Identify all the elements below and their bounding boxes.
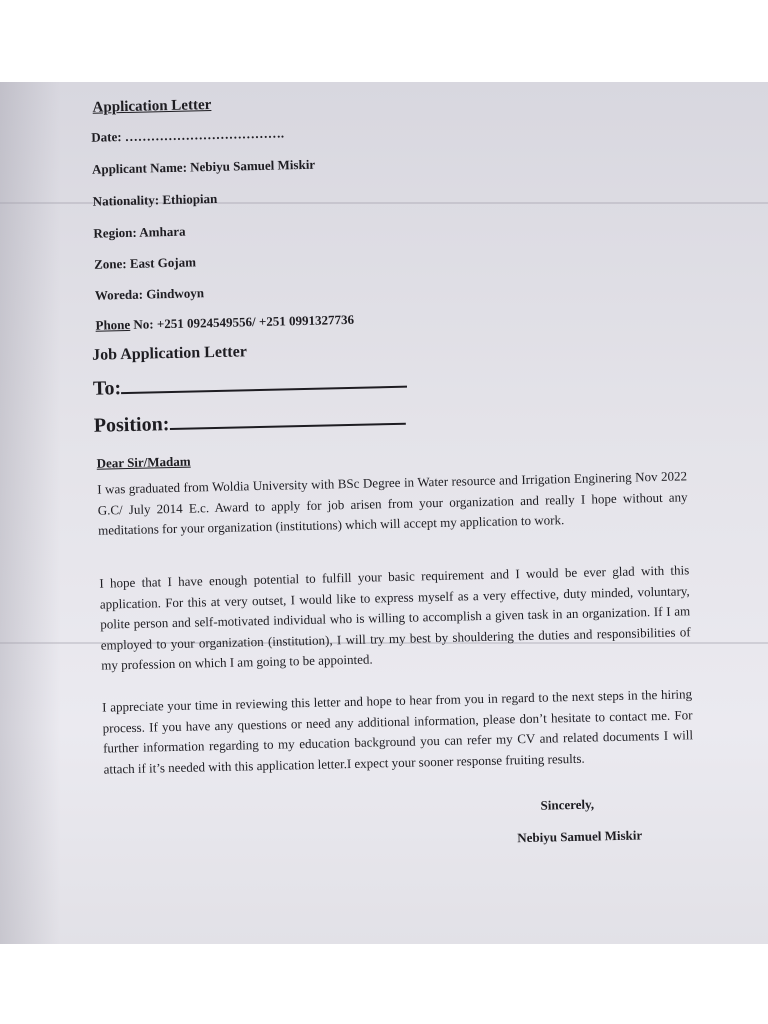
zone: Zone: East Gojam bbox=[93, 254, 197, 272]
position-blank-line bbox=[169, 407, 405, 430]
scanned-paper bbox=[0, 82, 768, 944]
date-value: ………………………………. bbox=[124, 125, 285, 144]
paragraph-potential: I hope that I have enough potential to fulfill your basic requirement and I would be ever glad with this application. For this at very outset, I would like to express myself as a very effective, duty minded, voluntary, polite person and self-motivated individual who is willing to accomplish a given task in an organization. If I am employed to your organization (institution), I will try my best by shouldering the duties and responsibilities of my profession on which I am going to be appointed. bbox=[99, 562, 691, 673]
salutation: Dear Sir/Madam bbox=[96, 453, 191, 471]
letter-content bbox=[80, 82, 699, 944]
signature-name: Nebiyu Samuel Miskir bbox=[517, 827, 643, 846]
phone-line bbox=[95, 312, 354, 334]
to-blank-line bbox=[121, 370, 407, 394]
position-label: Position: bbox=[93, 413, 170, 437]
date-line bbox=[91, 125, 284, 145]
position-field bbox=[94, 407, 406, 438]
job-application-heading: Job Application Letter bbox=[92, 343, 248, 364]
applicant-name: Applicant Name: Nebiyu Samuel Miskir bbox=[91, 156, 316, 177]
letter-title: Application Letter bbox=[92, 97, 212, 116]
phone-value: No: +251 0924549556/ +251 0991327736 bbox=[130, 311, 355, 332]
closing: Sincerely, bbox=[540, 796, 595, 813]
region: Region: Amhara bbox=[93, 223, 186, 241]
nationality: Nationality: Ethiopian bbox=[92, 190, 218, 209]
date-label: Date: bbox=[91, 129, 122, 145]
paragraph-appreciation: I appreciate your time in reviewing this letter and hope to hear from you in regard to the next steps in the hiring process. If you have any questions or need any additional information, please don’t hesitate to contact me. For further information regarding to my education background you can refer my CV and related documents I will attach if it’s needed with this application letter.I expect your sooner response fruiting results. bbox=[102, 686, 694, 777]
phone-label: Phone bbox=[95, 316, 131, 333]
woreda: Woreda: Gindwoyn bbox=[94, 285, 205, 303]
to-field bbox=[93, 370, 408, 401]
to-label: To: bbox=[92, 377, 122, 400]
paragraph-education: I was graduated from Woldia University with BSc Degree in Water resource and Irrigation Enginering Nov 2022 G.C/ July 2014 E.c. Award to apply for job arisen from your organization and really I hope without any meditations for your organization (institutions) which will accept my application to work. bbox=[97, 468, 688, 538]
